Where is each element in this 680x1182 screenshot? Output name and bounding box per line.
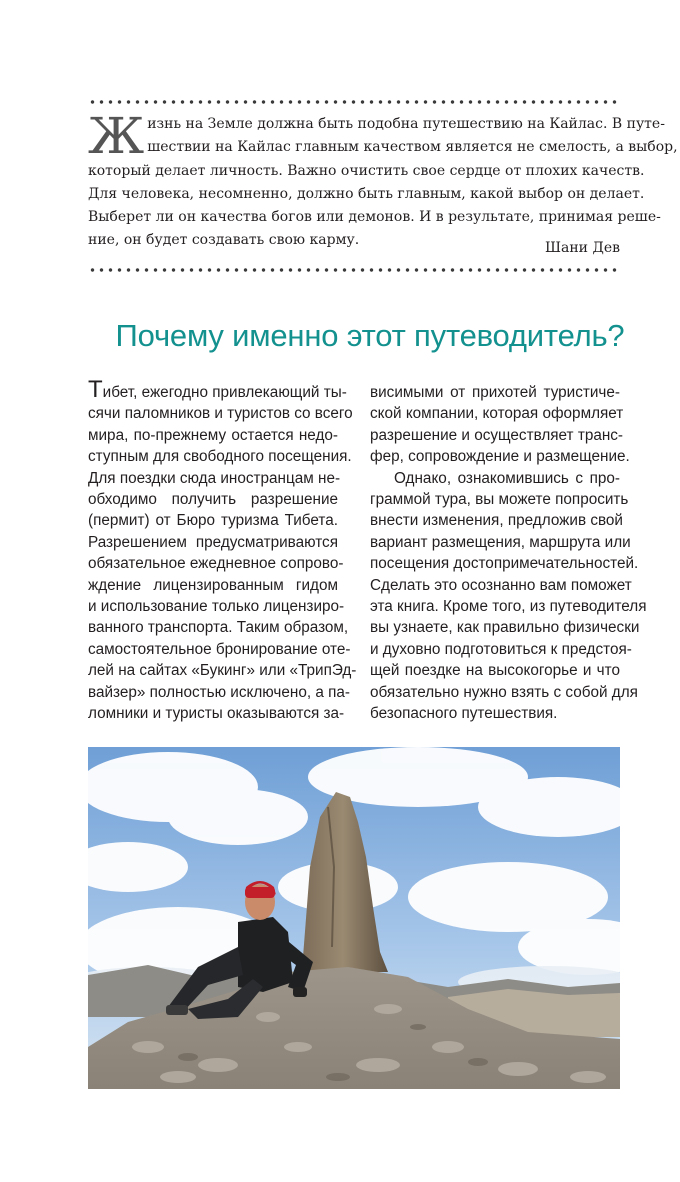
paragraph-line: Сделать это осознанно вам поможет — [370, 576, 632, 594]
paragraph-line: щей поездке на высокогорье и что — [370, 662, 620, 680]
paragraph-line: (пермит) от Бюро туризма Тибета. — [88, 512, 338, 530]
paragraph-line: лей на сайтах «Букинг» или «ТрипЭд- — [88, 662, 357, 680]
paragraph-line: сячи паломников и туристов со всего — [88, 405, 353, 423]
paragraph-line: эта книга. Кроме того, из путеводителя — [370, 598, 647, 616]
paragraph-initial: Т — [88, 376, 103, 403]
paragraph-line: ждение лицензированным гидом — [88, 576, 338, 594]
paragraph-line: обязательно нужно взять с собой для — [370, 683, 638, 701]
paragraph-line: вы узнаете, как правильно физически — [370, 619, 640, 637]
paragraph-line: ломники и туристы оказываются за- — [88, 705, 345, 723]
epigraph-line: ние, он будет создавать свою карму. — [88, 232, 360, 249]
epigraph-line: который делает личность. Важно очистить свое сердце от плохих качеств. — [88, 162, 645, 179]
body-column-left — [88, 376, 357, 725]
paragraph-line: посещения достопримечательностей. — [370, 555, 639, 573]
dotted-divider-bottom — [88, 268, 620, 272]
paragraph-line: Однако, ознакомившись с про- — [394, 469, 620, 487]
paragraph-line: граммой тура, вы можете попросить — [370, 491, 629, 509]
section-heading: Почему именно этот путеводитель? — [115, 318, 625, 353]
paragraph-line: Для поездки сюда иностранцам не- — [88, 469, 341, 487]
paragraph-line: ской компании, которая оформляет — [370, 405, 624, 423]
paragraph-line: ванного транспорта. Таким образом, — [88, 619, 349, 637]
paragraph-line: безопасного путешествия. — [370, 705, 558, 723]
paragraph-line: и использование только лицензиро- — [88, 598, 345, 616]
paragraph-line: висимыми от прихотей туристиче- — [370, 384, 620, 401]
paragraph-line: и духовно подготовиться к предстоя- — [370, 640, 632, 658]
dotted-divider-top — [88, 100, 620, 104]
paragraph-line: Тибет, ежегодно привлекающий ты- — [88, 376, 347, 403]
paragraph-line: самостоятельное бронирование оте- — [88, 640, 351, 658]
paragraph-line: мира, по-прежнему остается недо- — [88, 426, 338, 444]
photo-traveler-on-rocks — [88, 747, 620, 1089]
paragraph-line: Разрешением предусматриваются — [88, 533, 338, 551]
paragraph-line: разрешение и осуществляет транс- — [370, 426, 624, 444]
epigraph-author: Шани Дев — [545, 240, 620, 256]
body-column-right — [370, 382, 647, 725]
paragraph-line: вайзер» полностью исключено, а па- — [88, 683, 350, 701]
epigraph-dropcap: Ж — [88, 107, 145, 165]
photo-illustration — [88, 747, 620, 1089]
paragraph-line: ступным для свободного посещения. — [88, 448, 352, 466]
paragraph-line: обходимо получить разрешение — [88, 491, 338, 509]
epigraph-quote — [88, 107, 678, 253]
paragraph-line: внести изменения, предложив свой — [370, 512, 623, 530]
epigraph-line: шествии на Кайлас главным качеством является не смелость, а выбор, — [147, 139, 678, 156]
epigraph-line: Выберет ли он качества богов или демонов. И в результате, принимая реше- — [88, 209, 661, 226]
epigraph-line: Для человека, несомненно, должно быть главным, какой выбор он делает. — [88, 185, 645, 202]
paragraph-line: фер, сопровождение и размещение. — [370, 448, 630, 466]
epigraph-line: изнь на Земле должна быть подобна путешествию на Кайлас. В путе- — [147, 116, 665, 132]
paragraph-line: обязательное ежедневное сопрово- — [88, 555, 344, 573]
paragraph-line: вариант размещения, маршрута или — [370, 533, 631, 551]
